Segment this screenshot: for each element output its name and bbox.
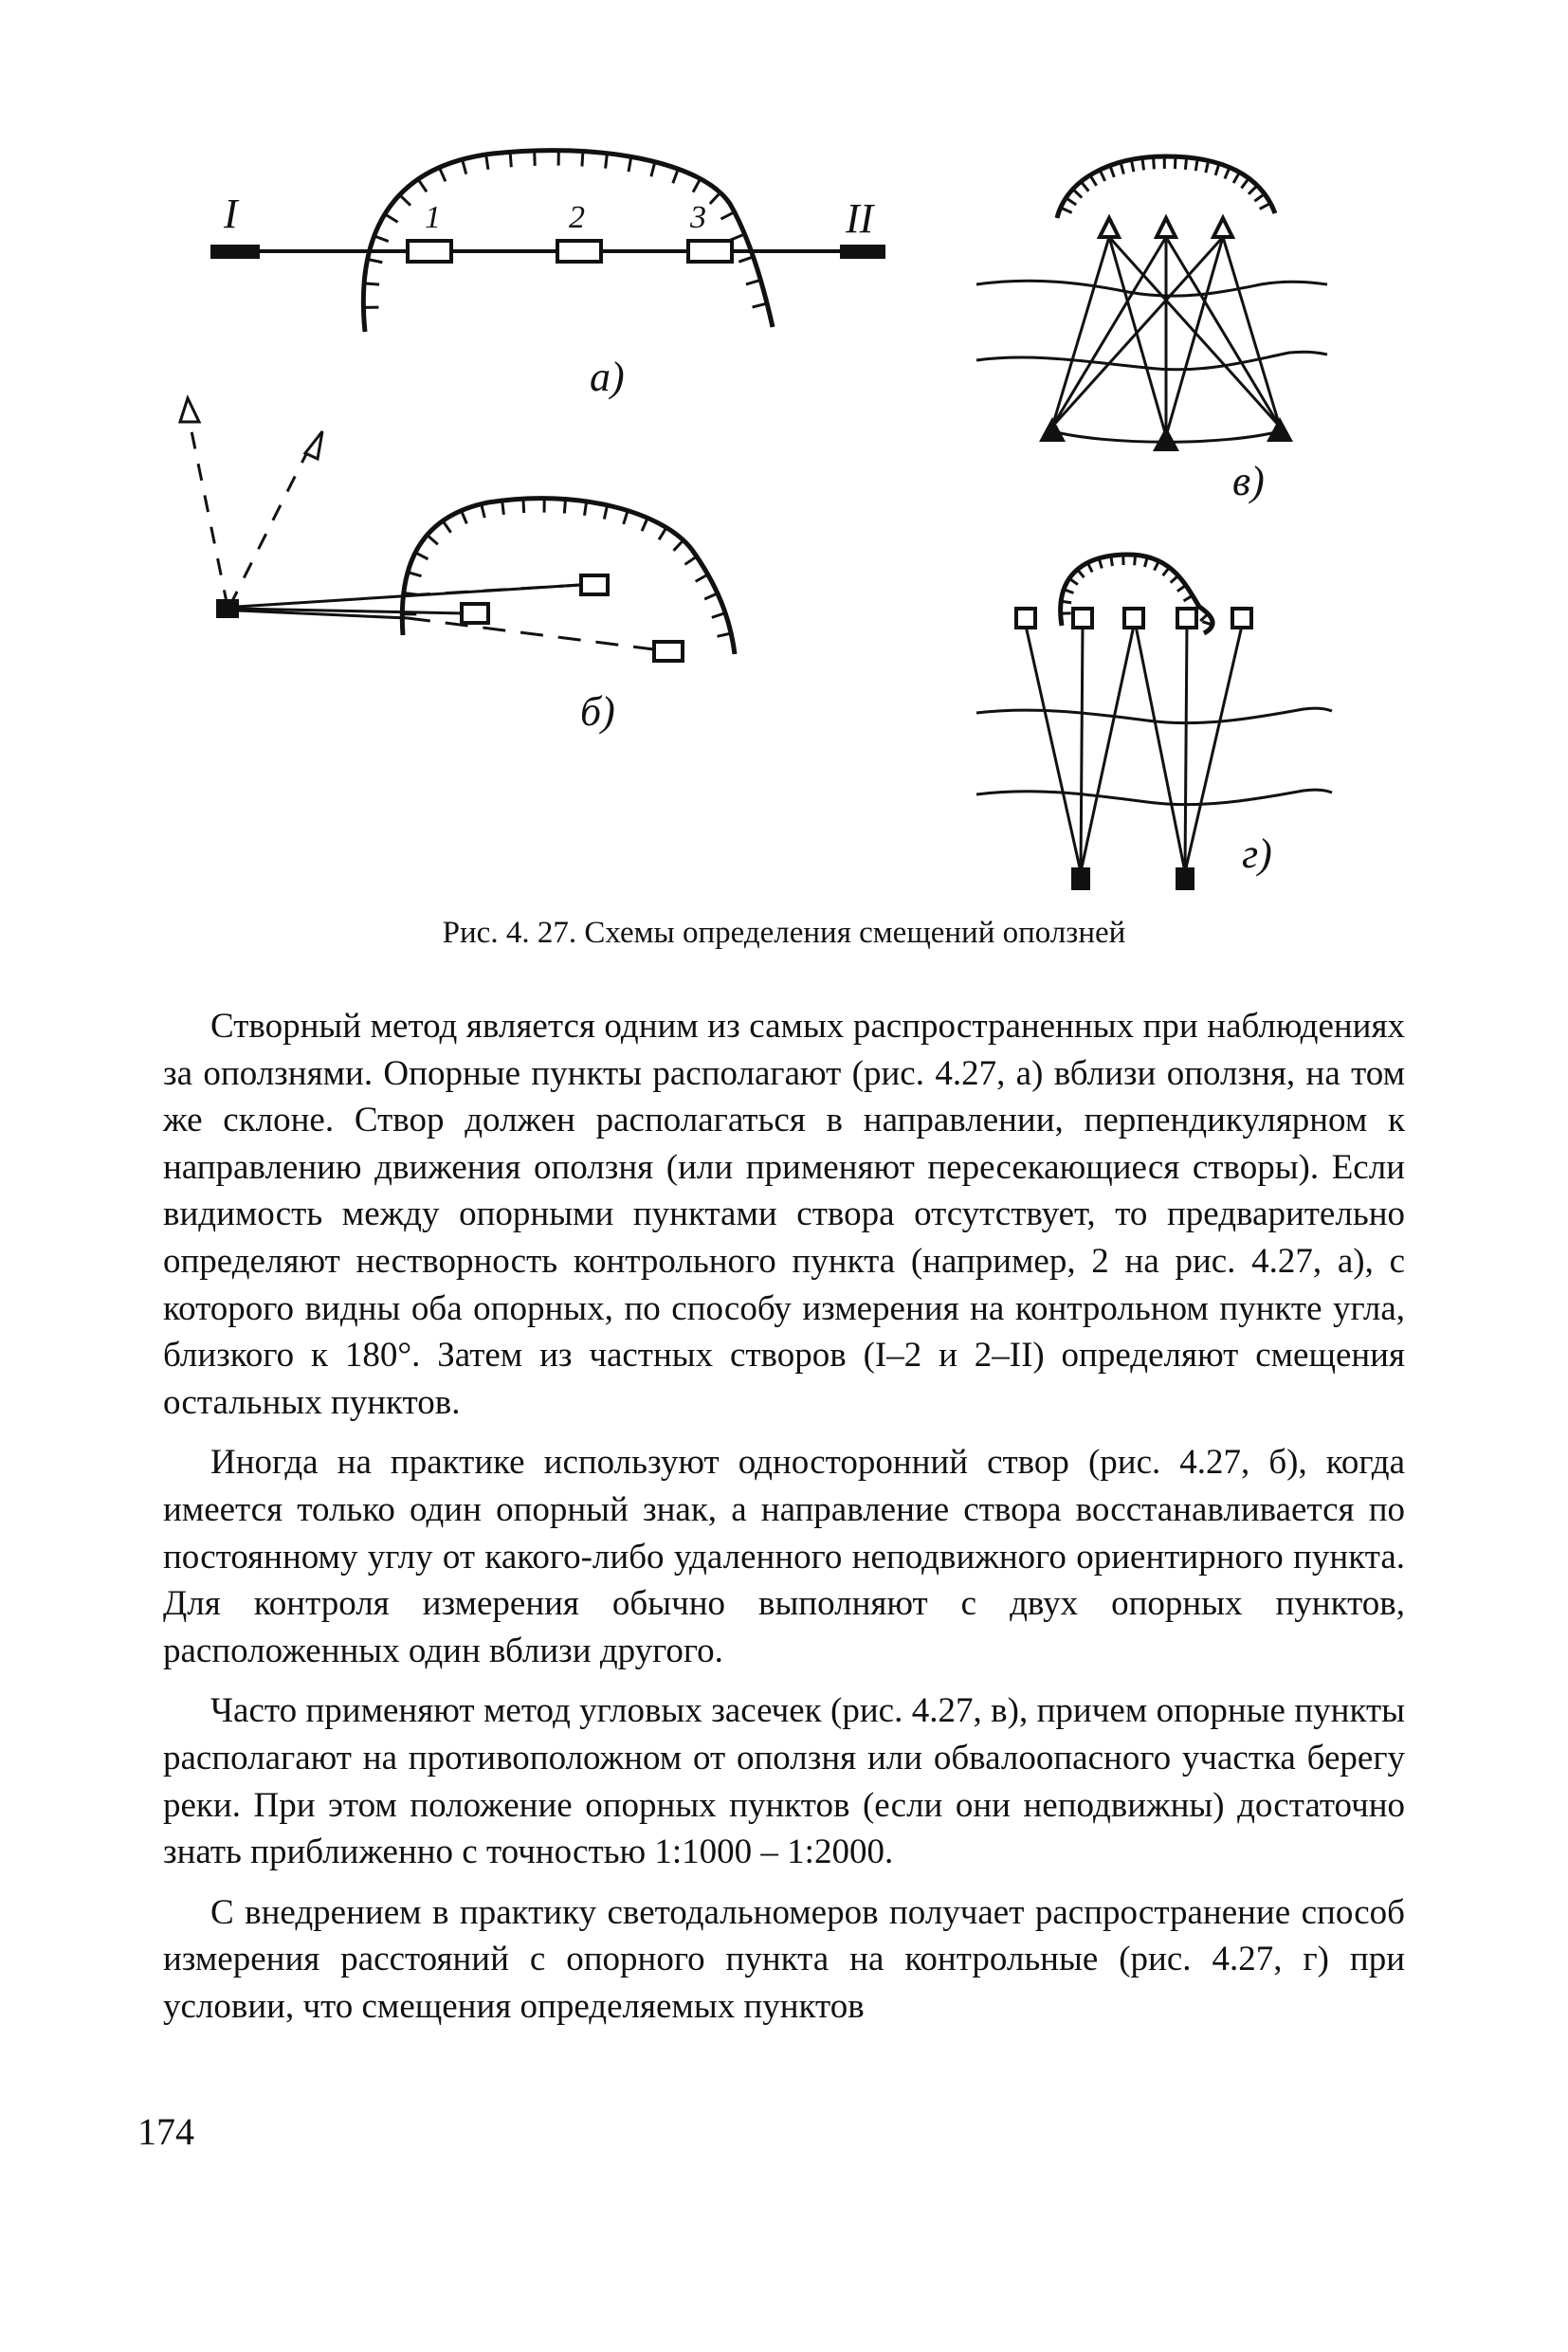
landslide-hatching — [363, 151, 1270, 637]
panel-v-label: в) — [1232, 458, 1265, 504]
control-point-3 — [688, 241, 732, 262]
point-II-label: II — [846, 195, 874, 242]
river-bank-g-2 — [976, 790, 1332, 804]
paragraph-1: Створный метод является одним из самых распространенных при наблюдениях за оползнями. Опорные пункты располагают (рис. 4.27, а) вблизи оползня, на том же склоне. Створ должен располагаться в направлении, перпендикулярном к направлению движения оползня (или применяют пересекающиеся створы). Если видимость между опорными пунктами створа отсутствует, то предварительно определяют нестворность контрольного пункта (например, 2 на рис. 4.27, а), с которого видны оба опорных, по способу измерения на контрольном пункте угла, близкого к 180°. Затем из частных створов (I–2 и 2–II) определяют смещения остальных пунктов. — [163, 1007, 1405, 1422]
page-number: 174 — [137, 2110, 194, 2153]
one-sided-reference-point — [216, 599, 239, 618]
point-3-label: 3 — [690, 200, 706, 235]
landslide-scarp-b — [402, 499, 735, 654]
figure-caption: Рис. 4. 27. Схемы определения смещений оползней — [442, 916, 1126, 950]
panel-a-label: а) — [590, 354, 625, 400]
intersection-lines — [1052, 237, 1280, 436]
control-point-b2 — [462, 604, 488, 623]
orientation-arrow-2 — [229, 450, 308, 607]
reference-point-I — [210, 245, 260, 259]
reference-points-g — [1071, 867, 1194, 890]
river-bank-v-2 — [976, 352, 1327, 370]
panel-g-diagram — [976, 555, 1332, 890]
hatch-tick — [535, 151, 536, 166]
point-I-label: I — [224, 191, 238, 237]
hatch-tick — [738, 257, 753, 262]
control-point-2 — [557, 241, 601, 262]
control-point-b3 — [654, 642, 683, 661]
paragraph-2: Иногда на практике используют односторонний створ (рис. 4.27, б), когда имеется только один опорный знак, а направление створа восстанавливается по постоянному углу от какого-либо удаленного неподвижного ориентирного пункта. Для контроля измерения обычно выполняют с двух опорных пунктов, расположенных один вблизи другого. — [163, 1443, 1405, 1670]
figure-4-27 — [0, 0, 1568, 910]
paragraph-4: С внедрением в практику светодальномеров получает распространение способ измерения расстояний с опорного пункта на контрольные (рис. 4.27, г) при условии, что смещения определяемых пунктов — [163, 1892, 1405, 2026]
body-text — [163, 1003, 1405, 2030]
hatch-tick — [582, 152, 583, 167]
orientation-arrow-1-head — [180, 398, 199, 422]
panel-g-label: г) — [1242, 830, 1272, 877]
orientation-arrow-2-head — [305, 431, 322, 459]
reference-point-II — [840, 245, 885, 259]
point-1-label: 1 — [425, 200, 441, 235]
point-2-label: 2 — [569, 200, 585, 235]
orientation-arrow-1 — [190, 422, 228, 607]
paragraph-3: Часто применяют метод угловых засечек (рис. 4.27, в), причем опорные пункты располагают на противоположном от оползня или обвалоопасного участка берегу реки. При этом положение опорных пунктов (если они неподвижны) достаточно знать приближенно с точностью 1:1000 – 1:2000. — [163, 1691, 1405, 1872]
distance-lines — [1026, 626, 1242, 872]
target-points-v — [1100, 218, 1232, 237]
sight-line-3-dashed — [408, 618, 654, 649]
control-point-1 — [408, 241, 451, 262]
control-points-g — [1016, 609, 1251, 628]
panel-b-label: б) — [580, 688, 615, 735]
panel-b-diagram — [180, 398, 735, 735]
panel-v-diagram — [976, 156, 1327, 504]
hatch-tick — [606, 154, 608, 169]
control-point-b1 — [581, 575, 608, 594]
panel-a-diagram — [210, 151, 885, 400]
